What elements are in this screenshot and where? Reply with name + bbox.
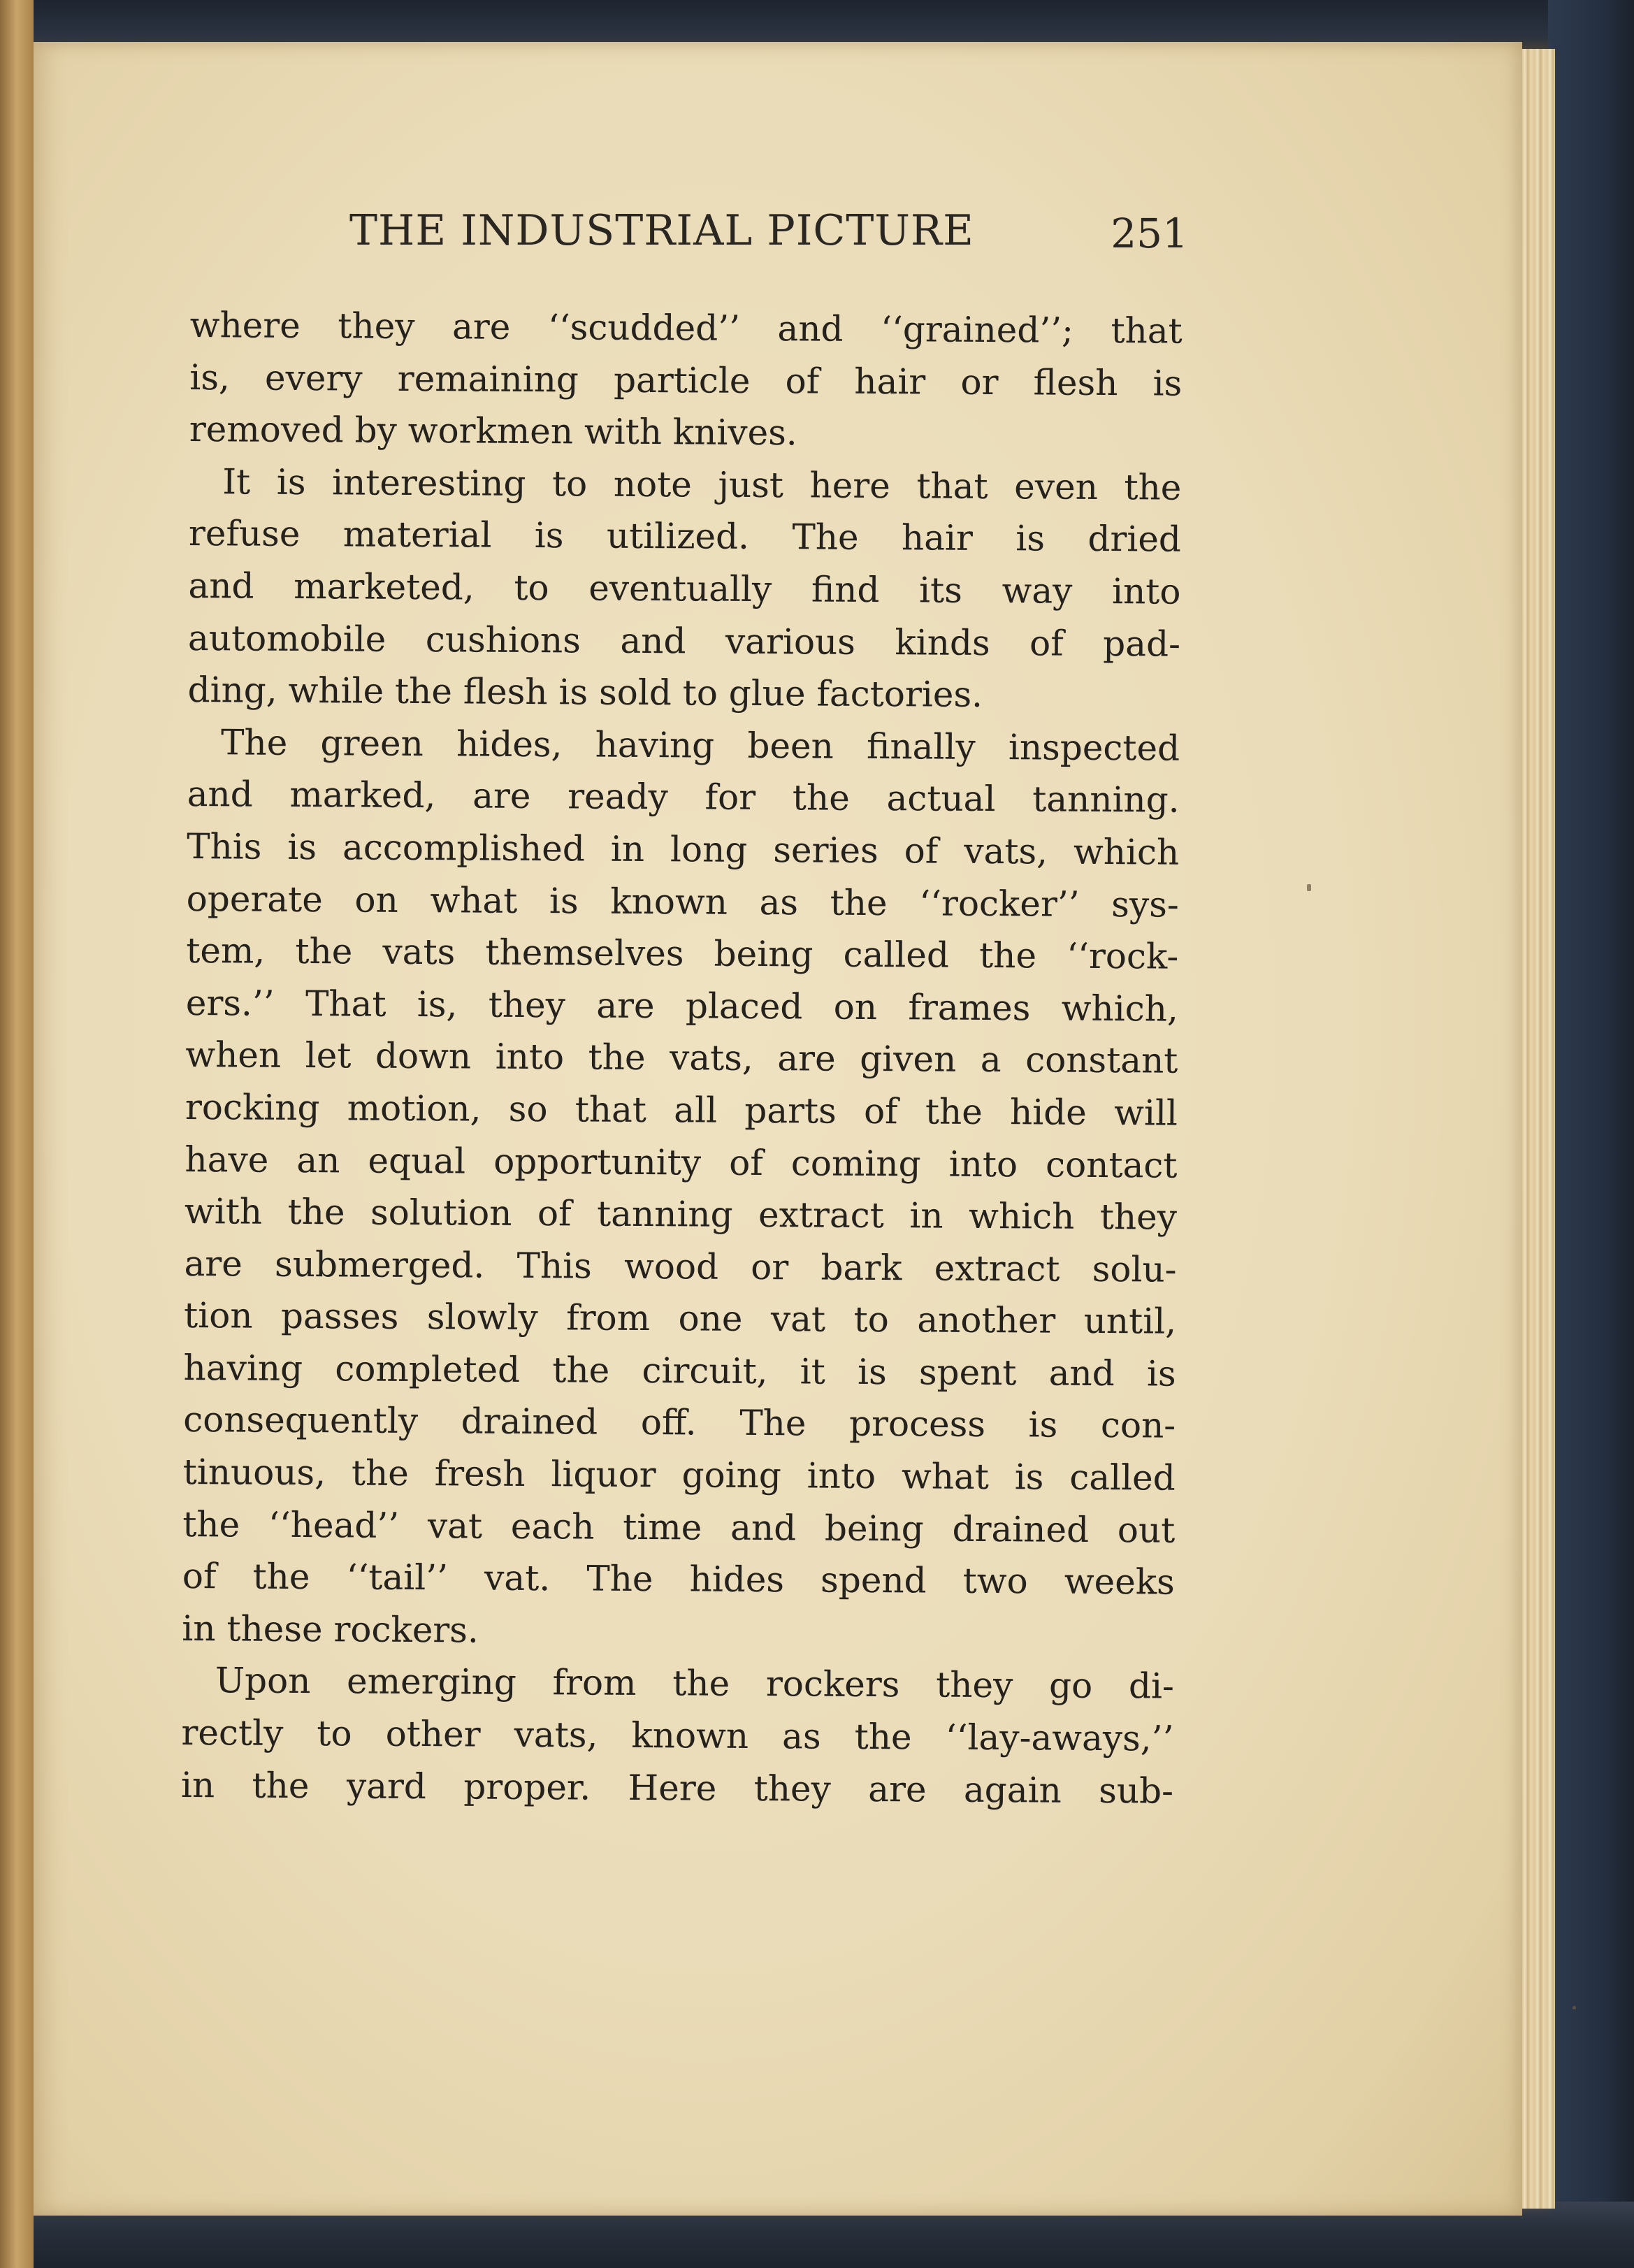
text-line: refuse material is utilized. The hair is dried: [188, 513, 1182, 561]
page-number: 251: [1111, 210, 1188, 257]
text-line: the ‘‘head’’ vat each time and being drained out: [182, 1503, 1176, 1551]
paper-speck: [1307, 884, 1311, 891]
text-line: operate on what is known as the ‘‘rocker’’ sys-: [186, 878, 1179, 925]
text-line: The green hides, having been finally inspected: [220, 722, 1180, 769]
text-line: It is interesting to note just here that even the: [222, 461, 1182, 508]
text-line: rocking motion, so that all parts of the hide will: [185, 1086, 1178, 1134]
body-text: [181, 299, 1183, 1817]
text-line: is, every remaining particle of hair or flesh is: [189, 356, 1183, 404]
text-line: with the solution of tanning extract in which they: [184, 1191, 1178, 1238]
text-line: of the ‘‘tail’’ vat. The hides spend two weeks: [182, 1556, 1175, 1603]
text-line: consequently drained off. The process is con-: [183, 1399, 1176, 1447]
text-line: tem, the vats themselves being called the ‘‘rock-: [186, 930, 1179, 977]
book-gutter: [0, 0, 34, 2268]
text-line: This is accomplished in long series of vats, which: [187, 825, 1180, 873]
text-line: tinuous, the fresh liquor going into what is called: [182, 1452, 1176, 1498]
text-line: tion passes slowly from one vat to another until,: [183, 1295, 1177, 1342]
text-line: and marketed, to eventually find its way into: [188, 565, 1181, 612]
text-line: removed by workmen with knives.: [189, 409, 797, 454]
running-head-title: THE INDUSTRIAL PICTURE: [349, 206, 974, 255]
text-line: when let down into the vats, are given a constant: [185, 1034, 1178, 1081]
text-line: automobile cushions and various kinds of pad-: [187, 617, 1181, 665]
text-line: ding, while the flesh is sold to glue factories.: [187, 670, 983, 716]
text-line: having completed the circuit, it is spent and is: [183, 1347, 1176, 1394]
text-line: in these rockers.: [182, 1608, 479, 1651]
text-line: where they are ‘‘scudded’’ and ‘‘grained’’; that: [189, 304, 1183, 352]
text-line: have an equal opportunity of coming into contact: [185, 1139, 1178, 1186]
book-cover-right-edge: [1548, 0, 1634, 2268]
text-line: ers.’’ That is, they are placed on frames which,: [185, 982, 1179, 1030]
text-line: rectly to other vats, known as the ‘‘lay-aways,’’: [181, 1712, 1174, 1759]
text-line: in the yard proper. Here they are again sub-: [180, 1764, 1174, 1812]
text-line: are submerged. This wood or bark extract solu-: [184, 1243, 1177, 1290]
text-line: Upon emerging from the rockers they go di-: [215, 1660, 1175, 1707]
paper-speck: [1572, 2006, 1576, 2009]
text-line: and marked, are ready for the actual tanning.: [187, 774, 1180, 821]
